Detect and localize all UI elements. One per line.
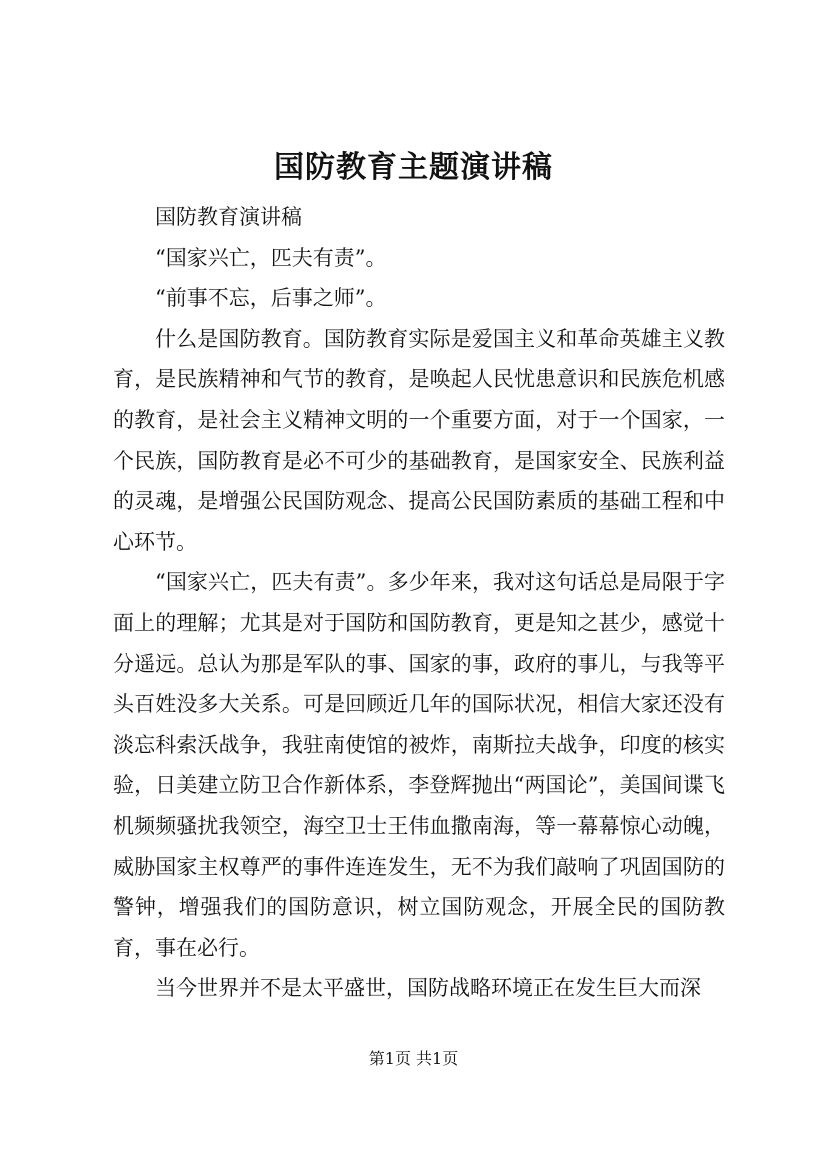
- paragraph-current-world: 当今世界并不是太平盛世，国防战略环境正在发生巨大而深: [155, 976, 701, 1001]
- paragraph-definition: 什么是国防教育。国防教育实际是爱国主义和革命英雄主义教育，是民族精神和气节的教育，是唤起人民忧患意识和民族危机感的教育，是社会主义精神文明的一个重要方面，对于一个国家，一个民族，国防教育是必不可少的基础教育，是国家安全、民族利益的灵魂，是增强公民国防观念、提高公民国防素质的基础工程和中心环节。: [113, 326, 725, 554]
- paragraph-quote-2: “前事不忘，后事之师”。: [155, 286, 387, 311]
- document-body: [113, 197, 725, 1009]
- paragraph-quote-1: “国家兴亡，匹夫有责”。: [155, 245, 387, 270]
- paragraph-reflection: “国家兴亡，匹夫有责”。多少年来，我对这句话总是局限于字面上的理解；尤其是对于国防和国防教育，更是知之甚少，感觉十分遥远。总认为那是军队的事、国家的事，政府的事儿，与我等平头百姓没多大关系。可是回顾近几年的国际状况，相信大家还没有淡忘科索沃战争，我驻南使馆的被炸，南斯拉夫战争，印度的核实验，日美建立防卫合作新体系，李登辉抛出“两国论”，美国间谍飞机频频骚扰我领空，海空卫士王伟血撒南海，等一幕幕惊心动魄，威胁国家主权尊严的事件连连发生，无不为我们敲响了巩固国防的警钟，增强我们的国防意识，树立国防观念，开展全民的国防教育，事在必行。: [113, 570, 725, 960]
- page-footer: 第1页 共1页: [368, 1049, 459, 1068]
- document-title: 国防教育主题演讲稿: [274, 150, 553, 185]
- paragraph-subtitle: 国防教育演讲稿: [155, 205, 302, 229]
